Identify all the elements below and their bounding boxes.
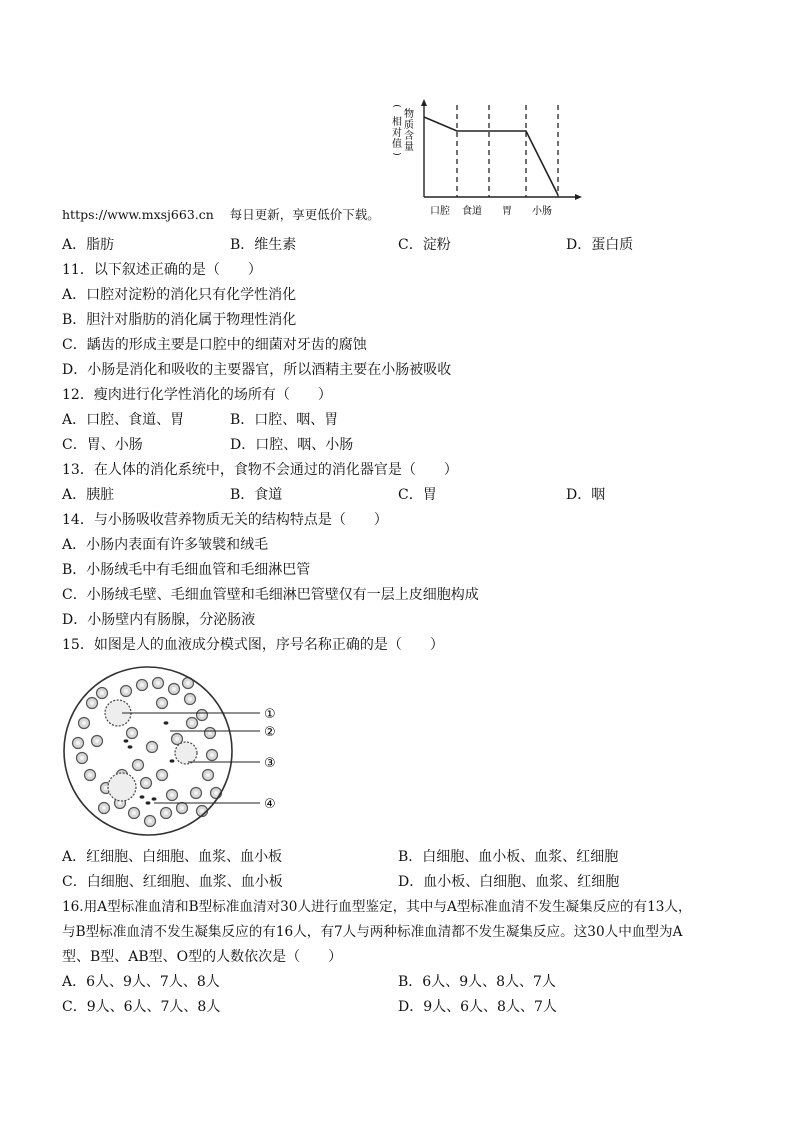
red-blood-cell-center [144,781,148,785]
red-blood-cell-center [214,791,218,795]
xlabel-mouth: 口腔 [430,206,450,217]
red-blood-cell-center [150,745,154,749]
watermark-link[interactable]: https://www.mxsj663.cn 每日更新，享更低价下载。 [62,207,380,222]
q16-stem-line-1: 16.用A型标准血清和B型标准血清对30人进行血型鉴定，其中与A型标准血清不发生凝集反应的有13人， [62,899,692,915]
red-blood-cell-center [95,739,99,743]
red-blood-cell-center [156,681,160,685]
platelet [146,801,151,804]
digestion-chart [360,95,590,225]
blood-smear-figure [62,663,292,843]
red-blood-cell-center [80,756,84,760]
ylabel-char: 量 [404,142,414,153]
q15-option-a[interactable]: A．红细胞、白细胞、血浆、血小板 [62,849,283,865]
red-blood-cell-center [180,806,184,810]
red-blood-cell-center [102,806,106,810]
red-blood-cell-center [104,786,108,790]
red-blood-cell-center [206,773,210,777]
q11-option-b[interactable]: B．胆汁对脂肪的消化属于物理性消化 [62,312,297,328]
q13-stem: 13．在人体的消化系统中，食物不会通过的消化器官是（ ） [62,462,458,478]
q11-option-c[interactable]: C．龋齿的形成主要是口腔中的细菌对牙齿的腐蚀 [62,337,367,353]
figure-label-2: ② [264,725,276,740]
q10-option-a[interactable]: A．脂肪 [62,237,115,253]
red-blood-cell-center [170,793,174,797]
q16-option-c[interactable]: C．9人、6人、7人、8人 [62,999,221,1015]
ylabel-char: 含 [404,131,414,142]
platelet [152,797,157,800]
platelet [170,759,175,762]
q12-stem: 12．瘦肉进行化学性消化的场所有（ ） [62,387,332,403]
red-blood-cell-center [88,773,92,777]
q15-option-d[interactable]: D．血小板、白细胞、血浆、红细胞 [398,874,620,890]
red-blood-cell-center [76,741,80,745]
red-blood-cell-center [130,731,134,735]
q10-option-b[interactable]: B．维生素 [230,237,297,253]
q14-option-b[interactable]: B．小肠绒毛中有毛细血管和毛细淋巴管 [62,562,311,578]
q10-option-d[interactable]: D．蛋白质 [566,237,634,253]
q13-option-c[interactable]: C．胃 [398,487,437,503]
q16-stem-line-2: 与B型标准血清不发生凝集反应的有16人，有7人与两种标准血清都不发生凝集反应。这30人中血型为A [62,924,683,940]
q10-option-c[interactable]: C．淀粉 [398,237,451,253]
red-blood-cell-center [82,721,86,725]
red-blood-cell-center [100,691,104,695]
q15-stem: 15．如图是人的血液成分模式图，序号名称正确的是（ ） [62,637,444,653]
q14-option-a[interactable]: A．小肠内表面有许多皱襞和绒毛 [62,537,269,553]
white-blood-cell [175,742,197,764]
red-blood-cell-center [164,811,168,815]
red-blood-cell-center [188,697,192,701]
ylabel-paren-char: 对 [392,128,402,139]
q13-option-d[interactable]: D．咽 [566,487,606,503]
red-blood-cell-center [132,811,136,815]
red-blood-cell-center [140,683,144,687]
blood-cells [73,678,222,827]
q15-option-b[interactable]: B．白细胞、血小板、血浆、红细胞 [398,849,619,865]
red-blood-cell-center [172,687,176,691]
platelet [128,745,133,748]
platelet [124,739,129,742]
q15-option-c[interactable]: C．白细胞、红细胞、血浆、血小板 [62,874,283,890]
xlabel-small-intestine: 小肠 [532,206,552,217]
xlabel-stomach: 胃 [502,206,512,217]
q14-stem: 14．与小肠吸收营养物质无关的结构特点是（ ） [62,512,388,528]
figure-label-1: ① [264,707,276,722]
x-axis-arrow [575,194,582,200]
red-blood-cell-center [124,689,128,693]
red-blood-cell-center [194,791,198,795]
q16-option-b[interactable]: B．6人、9人、8人、7人 [398,974,556,990]
red-blood-cell-center [190,721,194,725]
red-blood-cell-center [160,773,164,777]
q13-option-b[interactable]: B．食道 [230,487,283,503]
q12-option-c[interactable]: C．胃、小肠 [62,437,143,453]
figure-label-4: ④ [264,797,276,812]
xlabel-esophagus: 食道 [462,206,482,217]
red-blood-cell-center [210,753,214,757]
q16-option-a[interactable]: A．6人、9人、7人、8人 [62,974,220,990]
q11-stem: 11．以下叙述正确的是（ ） [62,262,262,278]
red-blood-cell-center [200,809,204,813]
red-blood-cell-center [118,801,122,805]
ylabel-paren-char: ( [391,104,401,108]
content-curve [424,117,558,195]
platelet [164,721,169,724]
red-blood-cell-center [160,701,164,705]
ylabel-paren-char: 值 [392,139,402,150]
q12-option-d[interactable]: D．口腔、咽、小肠 [230,437,354,453]
platelet [140,795,145,798]
q12-option-b[interactable]: B．口腔、咽、胃 [230,412,339,428]
red-blood-cell-center [90,701,94,705]
q11-option-d[interactable]: D．小肠是消化和吸收的主要器官，所以酒精主要在小肠被吸收 [62,362,452,378]
red-blood-cell-center [148,819,152,823]
red-blood-cell-center [136,763,140,767]
q14-option-d[interactable]: D．小肠壁内有肠腺，分泌肠液 [62,612,256,628]
red-blood-cell-center [208,731,212,735]
figure-label-3: ③ [264,756,276,771]
red-blood-cell-center [200,713,204,717]
q11-option-a[interactable]: A．口腔对淀粉的消化只有化学性消化 [62,287,297,303]
white-blood-cell [108,773,136,801]
q12-option-a[interactable]: A．口腔、食道、胃 [62,412,185,428]
ylabel-paren-char: ) [391,152,401,156]
ylabel-char: 质 [404,120,414,131]
ylabel-char: 物 [404,109,414,120]
red-blood-cell-center [175,737,179,741]
ylabel-paren-char: 相 [392,117,402,128]
y-axis-arrow [421,99,427,106]
red-blood-cell-center [186,681,190,685]
q16-stem-line-3: 型、B型、AB型、O型的人数依次是（ ） [62,949,343,965]
q13-option-a[interactable]: A．胰脏 [62,487,115,503]
q14-option-c[interactable]: C．小肠绒毛壁、毛细血管壁和毛细淋巴管壁仅有一层上皮细胞构成 [62,587,479,603]
q16-option-d[interactable]: D．9人、6人、8人、7人 [398,999,557,1015]
